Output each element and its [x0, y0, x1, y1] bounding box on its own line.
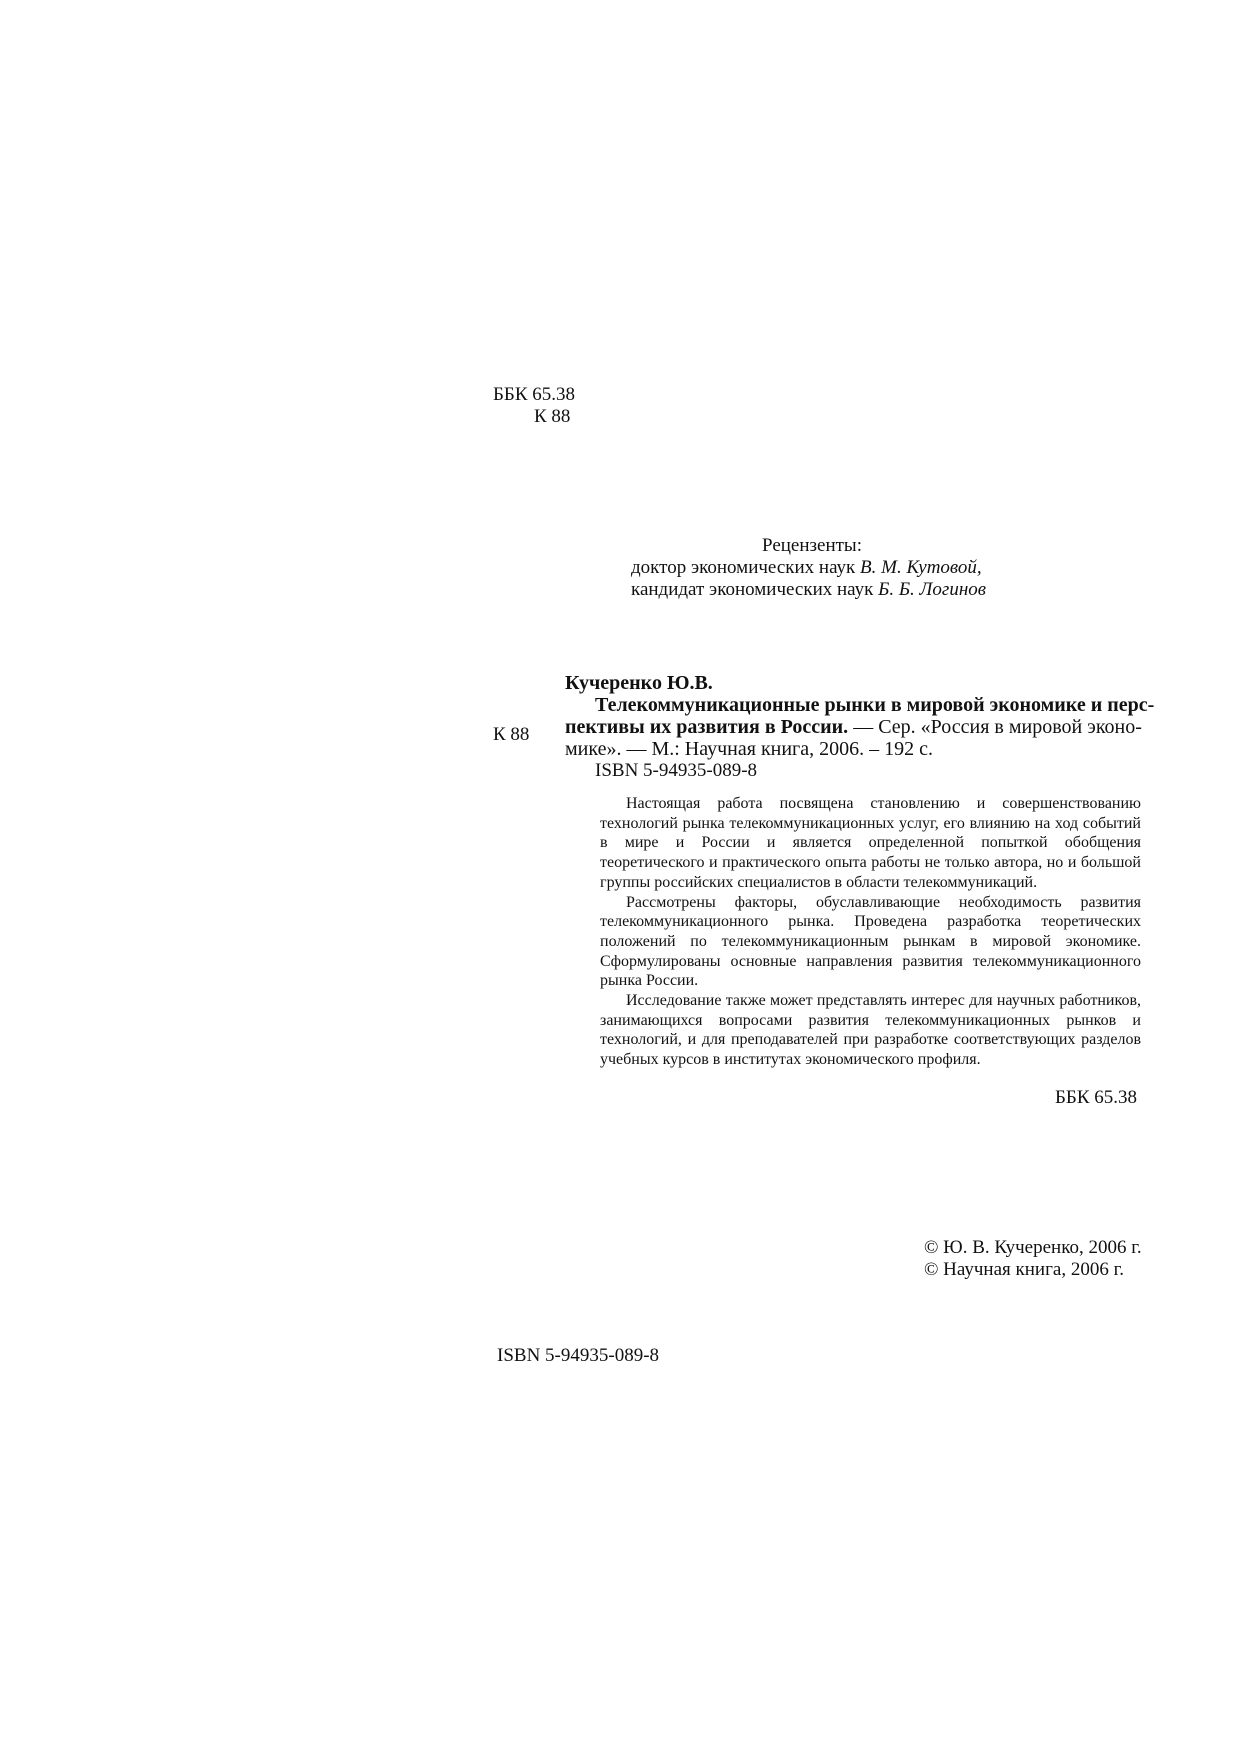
annotation-paragraph: Исследование также может представлять интерес для научных работников, занимающихся вопросами развития телекоммуникационных рынков и технологий, и для преподавателей при разработке соответствующих разделов учебных курсов в институтах экономического профиля. — [600, 992, 1141, 1069]
book-series: — Сер. «Россия в мировой эконо- — [848, 716, 1142, 738]
bbk-code-top: ББК 65.38 — [493, 384, 575, 405]
bibliographic-record — [565, 672, 1155, 782]
annotation-paragraph: Рассмотрены факторы, обуславливающие необходимость развития телекоммуникационного рынка. Проведена разработка теоретических положений по телекоммуникационным рынкам в мировой экономике. Сформулированы основные направления развития телекоммуникационного рынка России. — [600, 893, 1141, 990]
annotation-paragraph: Настоящая работа посвящена становлению и совершенствованию технологий рынка телекоммуникационных услуг, его влиянию на ход событий в мире и России и является определенной попыткой обобщения теоретического и практического опыта работы не только автора, но и большой группы российских специалистов в области телекоммуникаций. — [600, 795, 1141, 891]
reviewer-2-name: Б. Б. Логинов — [878, 579, 986, 600]
book-title-line2-bold: пективы их развития в России. — [565, 716, 849, 738]
copyright-author: © Ю. В. Кучеренко, 2006 г. — [924, 1237, 1142, 1258]
author-name: Кучеренко Ю.В. — [565, 672, 713, 694]
annotation — [600, 794, 1141, 1070]
book-imprint: мике». — М.: Научная книга, 2006. – 192 с. — [565, 738, 934, 760]
bbk-code-bottom: ББК 65.38 — [1055, 1087, 1137, 1108]
footer-isbn: ISBN 5-94935-089-8 — [497, 1345, 660, 1366]
book-isbn: ISBN 5-94935-089-8 — [595, 760, 758, 781]
reviewer-2 — [631, 579, 986, 601]
reviewer-2-degree: кандидат экономических наук — [631, 579, 874, 600]
book-title-line2 — [565, 716, 1141, 738]
book-title-line1: Телекоммуникационные рынки в мировой экономике и перс- — [595, 694, 1155, 716]
reviewers-heading: Рецензенты: — [762, 535, 862, 556]
author-sign-side: К 88 — [493, 724, 530, 745]
author-sign-top: К 88 — [534, 406, 571, 427]
copyright-publisher: © Научная книга, 2006 г. — [924, 1259, 1124, 1280]
reviewer-1 — [631, 557, 982, 579]
reviewer-1-name: В. М. Кутовой, — [860, 557, 982, 578]
reviewer-1-degree: доктор экономических наук — [631, 557, 856, 578]
